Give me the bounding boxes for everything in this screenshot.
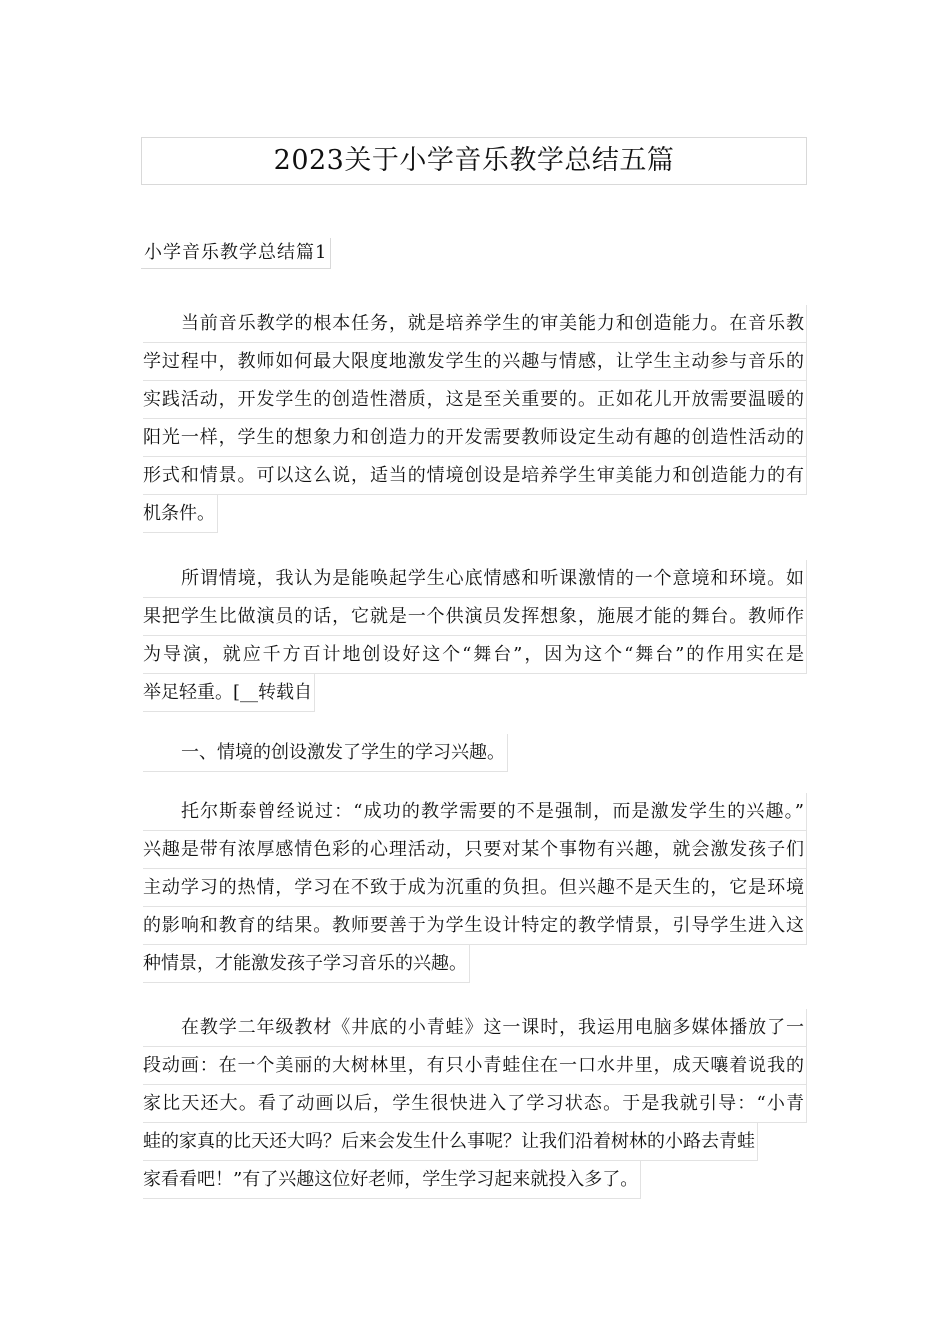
document-title: 2023关于小学音乐教学总结五篇 (141, 137, 807, 185)
paragraph-line: 形式和情景。可以这么说，适当的情境创设是培养学生审美能力和创造能力的有 (143, 457, 807, 495)
paragraph-line: 主动学习的热情，学习在不致于成为沉重的负担。但兴趣不是天生的，它是环境 (143, 869, 807, 907)
paragraph-line: 所谓情境，我认为是能唤起学生心底情感和听课激情的一个意境和环境。如 (143, 560, 807, 598)
paragraph-line: 实践活动，开发学生的创造性潜质，这是至关重要的。正如花儿开放需要温暖的 (143, 381, 807, 419)
paragraph-line: 蛙的家真的比天还大吗？后来会发生什么事呢？让我们沿着树林的小路去青蛙 (143, 1123, 758, 1161)
paragraph-line: 为导演，就应千方百计地创设好这个“舞台”，因为这个“舞台”的作用实在是 (143, 636, 807, 674)
paragraph-1 (143, 305, 807, 533)
paragraph-4 (143, 793, 807, 983)
paragraph-line: 当前音乐教学的根本任务，就是培养学生的审美能力和创造能力。在音乐教 (143, 305, 807, 343)
paragraph-line: 段动画：在一个美丽的大树林里，有只小青蛙住在一口水井里，成天嚷着说我的 (143, 1047, 807, 1085)
paragraph-line: 在教学二年级教材《井底的小青蛙》这一课时，我运用电脑多媒体播放了一 (143, 1009, 807, 1047)
paragraph-line: 果把学生比做演员的话，它就是一个供演员发挥想象，施展才能的舞台。教师作 (143, 598, 807, 636)
paragraph-line: 种情景，才能激发孩子学习音乐的兴趣。 (143, 945, 470, 983)
paragraph-2 (143, 560, 807, 712)
paragraph-line: 阳光一样，学生的想象力和创造力的开发需要教师设定生动有趣的创造性活动的 (143, 419, 807, 457)
paragraph-line: 家比天还大。看了动画以后，学生很快进入了学习状态。于是我就引导：“小青 (143, 1085, 807, 1123)
paragraph-line: 托尔斯泰曾经说过：“成功的教学需要的不是强制，而是激发学生的兴趣。” (143, 793, 807, 831)
paragraph-line: 举足轻重。[__转载自 (143, 674, 315, 712)
section-heading: 小学音乐教学总结篇1 (141, 238, 331, 269)
paragraph-5 (143, 1009, 807, 1199)
paragraph-line: 兴趣是带有浓厚感情色彩的心理活动，只要对某个事物有兴趣，就会激发孩子们 (143, 831, 807, 869)
paragraph-line: 家看看吧！”有了兴趣这位好老师，学生学习起来就投入多了。 (143, 1161, 641, 1199)
paragraph-line: 学过程中，教师如何最大限度地激发学生的兴趣与情感，让学生主动参与音乐的 (143, 343, 807, 381)
paragraph-line: 的影响和教育的结果。教师要善于为学生设计特定的教学情景，引导学生进入这 (143, 907, 807, 945)
paragraph-line: 一、情境的创设激发了学生的学习兴趣。 (143, 734, 508, 772)
paragraph-line: 机条件。 (143, 495, 218, 533)
paragraph-3 (143, 734, 807, 772)
